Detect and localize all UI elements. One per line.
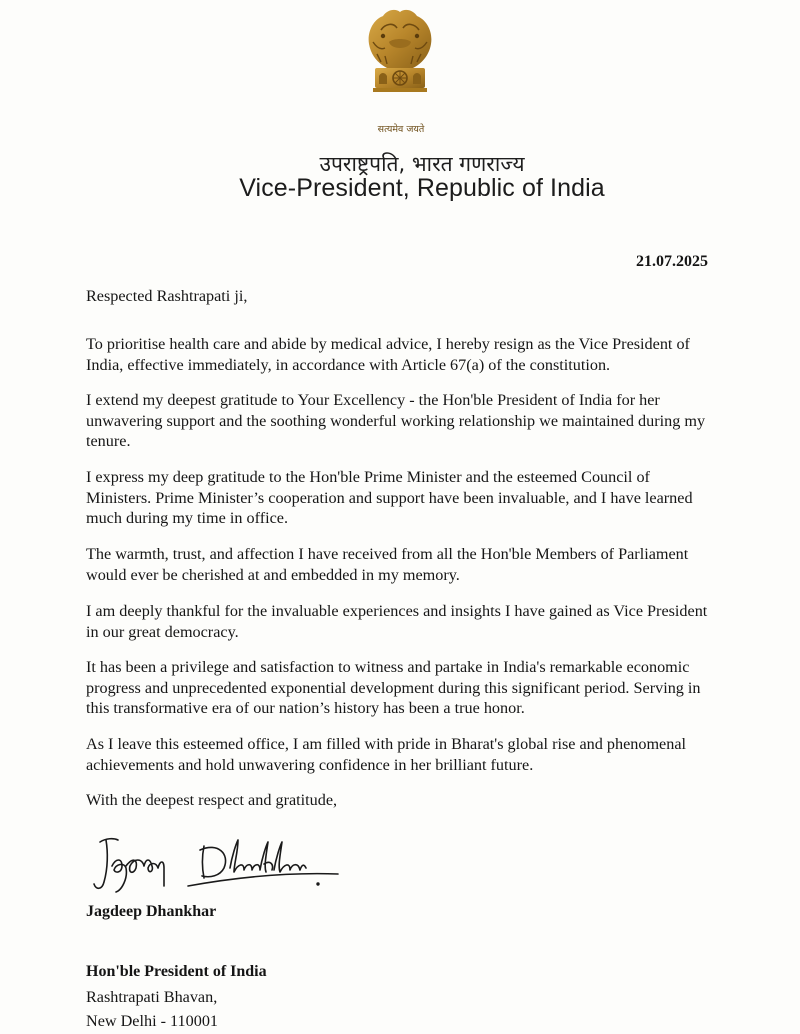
national-emblem-icon <box>359 2 441 142</box>
letterhead-title-hindi: उपराष्ट्रपति, भारत गणराज्य <box>319 152 525 176</box>
salutation: Respected Rashtrapati ji, <box>86 287 248 305</box>
handwritten-signature <box>92 828 342 900</box>
paragraph-experiences: I am deeply thankful for the invaluable experiences and insights I have gained as Vice President in our great democracy. <box>86 602 708 641</box>
paragraph-resignation: To prioritise health care and abide by medical advice, I hereby resign as the Vice President of India, effective immediately, in accordance with Article 67(a) of the constitution. <box>86 335 690 374</box>
signer-name: Jagdeep Dhankhar <box>86 903 217 920</box>
paragraph-farewell: As I leave this esteemed office, I am filled with pride in Bharat's global rise and phenomenal achievements and hold unwavering confidence in her brilliant future. <box>86 735 687 774</box>
closing-line: With the deepest respect and gratitude, <box>86 791 338 809</box>
letter-date: 21.07.2025 <box>636 253 708 270</box>
paragraph-privilege: It has been a privilege and satisfaction to witness and partake in India's remarkable economic progress and unprecedented exponential development during this significant period. Serving in this transformative era of our nation’s history has been a true honor. <box>86 658 701 717</box>
addressee-line-1: Rashtrapati Bhavan, <box>86 988 218 1006</box>
emblem-motto: सत्यमेव जयते <box>377 124 425 135</box>
letterhead-title-english: Vice-President, Republic of India <box>239 174 605 202</box>
paragraph-members-parliament: The warmth, trust, and affection I have received from all the Hon'ble Members of Parliament would ever be cherished at and embedded in my memory. <box>86 545 689 584</box>
addressee-line-2: New Delhi - 110001 <box>86 1012 219 1030</box>
paragraph-gratitude-pm: I express my deep gratitude to the Hon'ble Prime Minister and the esteemed Council of Ministers. Prime Minister’s cooperation and support have been invaluable, and I have learned much during my time in office. <box>86 468 693 527</box>
addressee-name: Hon'ble President of India <box>86 963 267 980</box>
paragraph-gratitude-president: I extend my deepest gratitude to Your Excellency - the Hon'ble President of India for her unwavering support and the soothing wonderful working relationship we maintained during my tenure. <box>86 391 706 450</box>
